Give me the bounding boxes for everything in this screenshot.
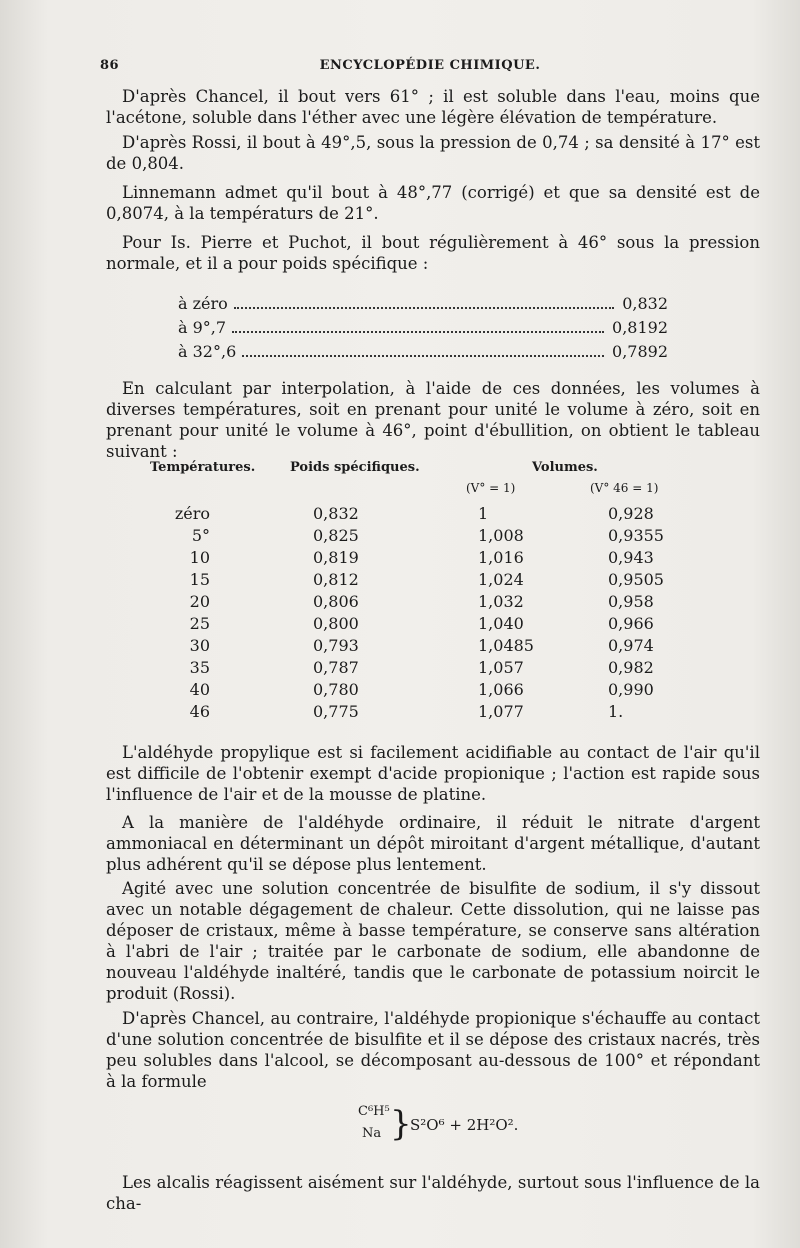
- paragraph-alkalis: Les alcalis réagissent aisément sur l'aldéhyde, surtout sous l'influence de la cha-: [106, 1173, 760, 1213]
- cell-volume-v46: 0,974: [608, 636, 654, 655]
- cell-volume-v0: 1: [478, 504, 489, 523]
- table-subheader-v46: (V° 46 = 1): [590, 481, 659, 495]
- cell-weight: 0,793: [313, 636, 359, 655]
- paragraph-acidification: L'aldéhyde propylique est si facilement acidifiable au contact de l'air qu'il est difficile de l'obtenir exempt d'acide propionique ; l'action est rapide sous l'influence de l'air et de la mousse de platine.: [106, 743, 760, 804]
- cell-volume-v46: 0,9505: [608, 570, 664, 589]
- dot-leader: [234, 307, 614, 309]
- running-title: ENCYCLOPÉDIE CHIMIQUE.: [319, 58, 541, 73]
- cell-weight: 0,819: [313, 548, 359, 567]
- running-header: [100, 58, 760, 80]
- cell-volume-v0: 1,057: [478, 658, 524, 677]
- paragraph-chancel-bisulfite: D'après Chancel, au contraire, l'aldéhyde propionique s'échauffe au contact d'une solution concentrée de bisulfite et il se dépose des cristaux nacrés, très peu solubles dans l'alcool, se décomposant au-dessous de 100° et répondant à la formule: [106, 1009, 760, 1091]
- cell-volume-v0: 1,040: [478, 614, 524, 633]
- cell-weight: 0,800: [313, 614, 359, 633]
- table-row: [0, 504, 800, 526]
- table-row: [0, 570, 800, 592]
- cell-temperature: 5°: [191, 526, 210, 545]
- dot-leader: [242, 355, 604, 357]
- cell-volume-v46: 0,982: [608, 658, 654, 677]
- cell-volume-v0: 1,008: [478, 526, 524, 545]
- table-header-volumes: Volumes.: [532, 460, 598, 475]
- table-header-temperatures: Températures.: [150, 460, 256, 475]
- table-row: [0, 614, 800, 636]
- cell-weight: 0,832: [313, 504, 359, 523]
- table-row: [0, 592, 800, 614]
- dot-leader: [232, 331, 604, 333]
- table-row: [0, 658, 800, 680]
- cell-volume-v46: 0,958: [608, 592, 654, 611]
- cell-weight: 0,780: [313, 680, 359, 699]
- formula-brace: }: [390, 1104, 412, 1144]
- cell-temperature: 20: [189, 592, 210, 611]
- specific-weight-value: 0,832: [622, 294, 668, 313]
- specific-weight-value: 0,8192: [612, 318, 668, 337]
- cell-temperature: 25: [189, 614, 210, 633]
- cell-weight: 0,787: [313, 658, 359, 677]
- paragraph-rossi: D'après Rossi, il bout à 49°,5, sous la pression de 0,74 ; sa densité à 17° est de 0,804.: [106, 133, 760, 173]
- cell-volume-v0: 1,016: [478, 548, 524, 567]
- paragraph-interpolation: En calculant par interpolation, à l'aide de ces données, les volumes à diverses températures, soit en prenant pour unité le volume à zéro, soit en prenant pour unité le volume à 46°, point d'ébullition, on obtient le tableau suivant :: [106, 379, 760, 461]
- table-row: [0, 636, 800, 658]
- cell-temperature: 30: [189, 636, 210, 655]
- cell-volume-v0: 1,0485: [478, 636, 534, 655]
- cell-volume-v0: 1,032: [478, 592, 524, 611]
- cell-volume-v46: 0,928: [608, 504, 654, 523]
- cell-volume-v0: 1,066: [478, 680, 524, 699]
- table-row: [0, 548, 800, 570]
- cell-temperature: 10: [189, 548, 210, 567]
- formula-rhs: S²O⁶ + 2H²O².: [410, 1116, 519, 1134]
- specific-weight-row: [178, 294, 668, 314]
- cell-volume-v46: 0,943: [608, 548, 654, 567]
- cell-weight: 0,806: [313, 592, 359, 611]
- cell-volume-v0: 1,024: [478, 570, 524, 589]
- specific-weight-label: à zéro: [178, 294, 228, 313]
- table-header-weights: Poids spécifiques.: [290, 460, 420, 475]
- cell-temperature: zéro: [174, 504, 210, 523]
- cell-weight: 0,825: [313, 526, 359, 545]
- cell-volume-v46: 0,966: [608, 614, 654, 633]
- table-subheader-v0: (V° = 1): [466, 481, 516, 495]
- cell-weight: 0,775: [313, 702, 359, 721]
- cell-temperature: 40: [189, 680, 210, 699]
- specific-weight-value: 0,7892: [612, 342, 668, 361]
- specific-weight-row: [178, 318, 668, 338]
- table-row: [0, 680, 800, 702]
- cell-temperature: 46: [189, 702, 210, 721]
- paragraph-chancel-boiling: D'après Chancel, il bout vers 61° ; il est soluble dans l'eau, moins que l'acétone, soluble dans l'éther avec une légère élévation de température.: [106, 87, 760, 127]
- paragraph-linnemann: Linnemann admet qu'il bout à 48°,77 (corrigé) et que sa densité est de 0,8074, à la températurs de 21°.: [106, 183, 760, 223]
- specific-weight-row: [178, 342, 668, 362]
- cell-volume-v0: 1,077: [478, 702, 524, 721]
- formula-top: C⁶H⁵: [358, 1104, 390, 1119]
- cell-volume-v46: 0,990: [608, 680, 654, 699]
- paragraph-silver-nitrate: A la manière de l'aldéhyde ordinaire, il réduit le nitrate d'argent ammoniacal en déterminant un dépôt miroitant d'argent métallique, d'autant plus adhérent qu'il se dépose plus lentement.: [106, 813, 760, 874]
- formula-bottom: Na: [362, 1126, 382, 1141]
- cell-volume-v46: 1.: [608, 702, 624, 721]
- cell-volume-v46: 0,9355: [608, 526, 664, 545]
- specific-weight-label: à 32°,6: [178, 342, 237, 361]
- cell-temperature: 15: [189, 570, 210, 589]
- paragraph-bisulfite: Agité avec une solution concentrée de bisulfite de sodium, il s'y dissout avec un notable dégagement de chaleur. Cette dissolution, qui ne laisse pas déposer de cristaux, même à basse température, se conserve sans altération à l'abri de l'air ; traitée par le carbonate de sodium, elle abandonne de nouveau l'aldéhyde inaltéré, tandis que le carbonate de potassium noircit le produit (Rossi).: [106, 879, 760, 1003]
- paragraph-pierre-puchot: Pour Is. Pierre et Puchot, il bout régulièrement à 46° sous la pression normale, et il a pour poids spécifique :: [106, 233, 760, 273]
- specific-weight-label: à 9°,7: [178, 318, 227, 337]
- table-row: [0, 526, 800, 548]
- chemical-formula: [358, 1102, 578, 1150]
- page-number: 86: [100, 58, 120, 73]
- cell-weight: 0,812: [313, 570, 359, 589]
- table-row: [0, 702, 800, 724]
- cell-temperature: 35: [189, 658, 210, 677]
